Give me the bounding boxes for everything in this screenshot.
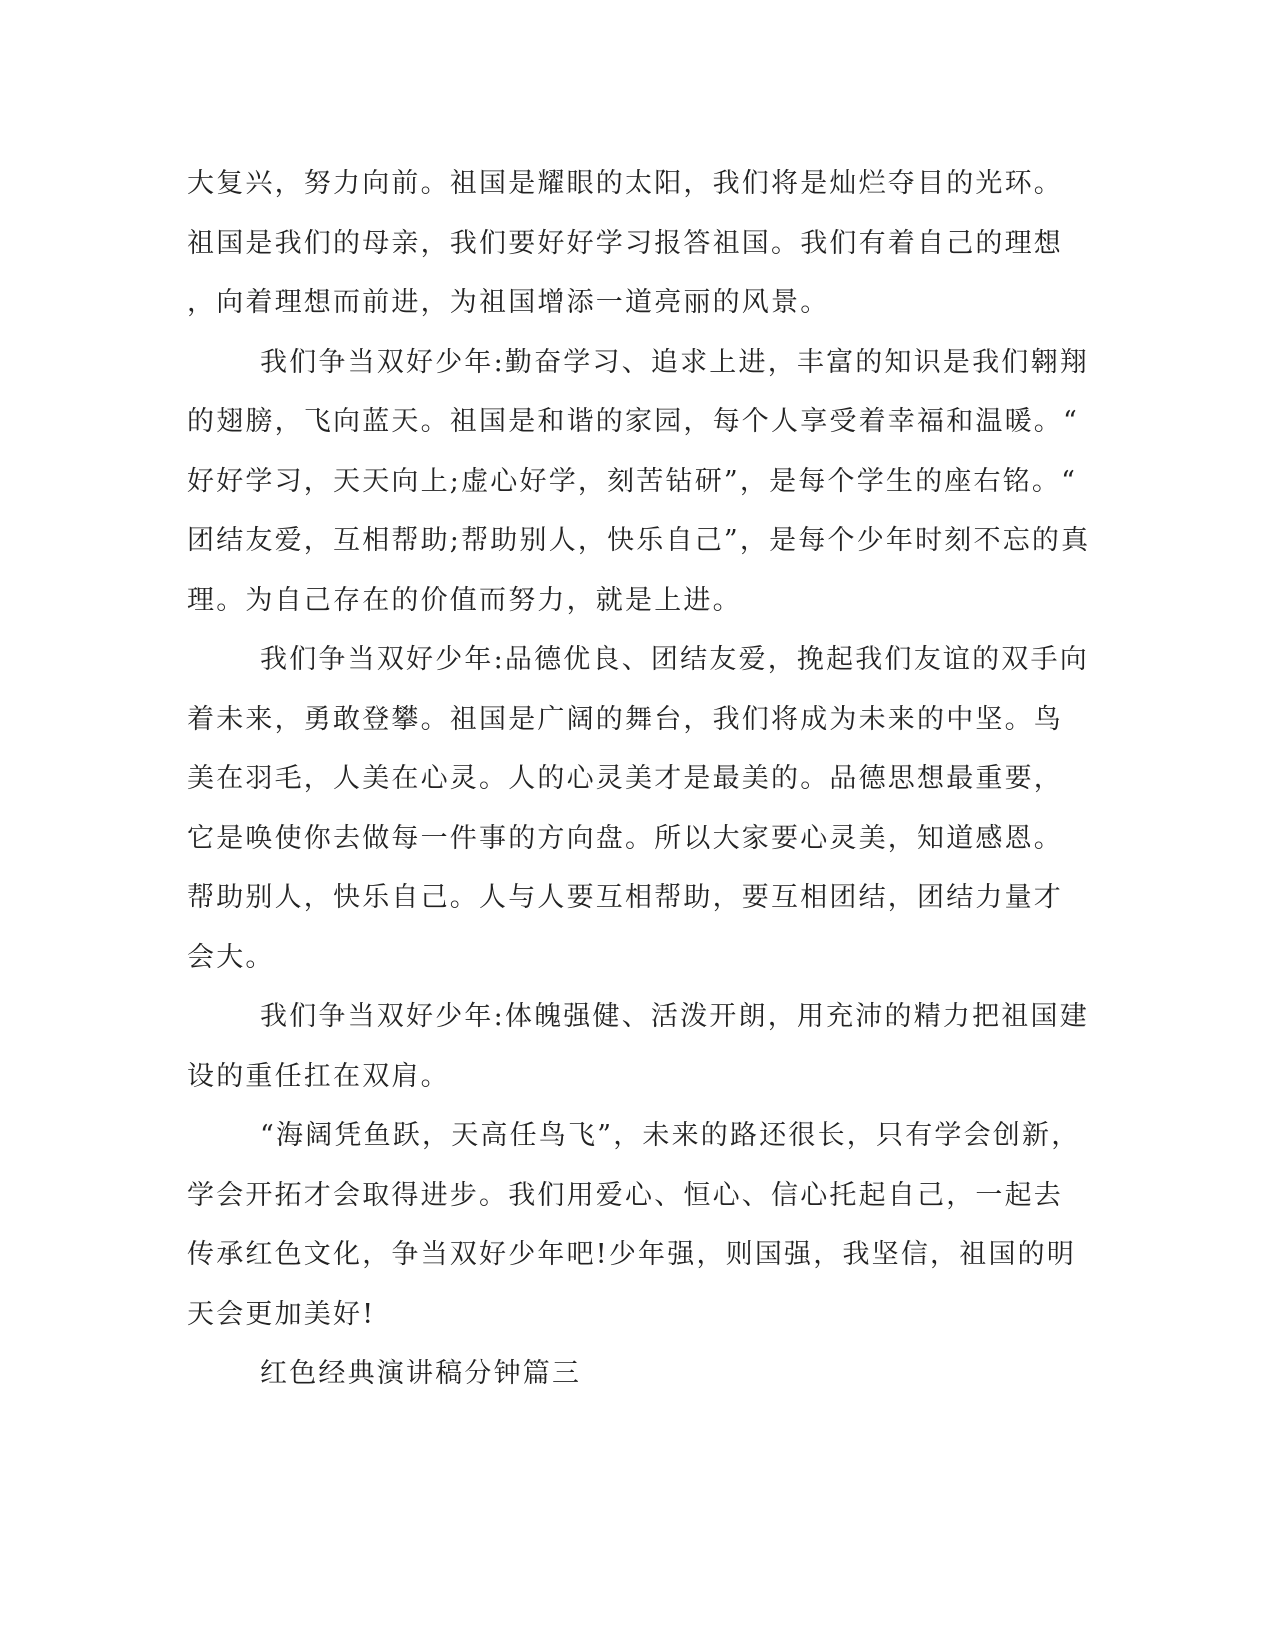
text-line: 会大。 (187, 941, 275, 973)
text-line: 的翅膀，飞向蓝天。祖国是和谐的家园，每个人享受着幸福和温暖。“ (187, 406, 1080, 437)
text-line: 大复兴，努力向前。祖国是耀眼的太阳，我们将是灿烂夺目的光环。 (187, 168, 1063, 199)
paragraph-start-line: 我们争当双好少年:品德优良、团结友爱，挽起我们友谊的双手向 (260, 644, 1089, 675)
paragraph-start-line: 我们争当双好少年:体魄强健、活泼开朗，用充沛的精力把祖国建 (260, 1001, 1089, 1032)
text-line: 传承红色文化，争当双好少年吧!少年强，则国强，我坚信，祖国的明 (187, 1239, 1077, 1270)
text-line: 祖国是我们的母亲，我们要好好学习报答祖国。我们有着自己的理想 (187, 227, 1063, 259)
text-line: 设的重任扛在双肩。 (187, 1060, 450, 1092)
text-line: 团结友爱，互相帮助;帮助别人，快乐自己”，是每个少年时刻不忘的真 (187, 525, 1091, 556)
text-line: 理。为自己存在的价值而努力，就是上进。 (187, 584, 742, 616)
text-line: 好好学习，天天向上;虚心好学，刻苦钻研”，是每个学生的座右铭。“ (187, 465, 1078, 497)
text-line: 天会更加美好! (187, 1298, 376, 1330)
text-line: 着未来，勇敢登攀。祖国是广阔的舞台，我们将成为未来的中坚。鸟 (187, 703, 1063, 735)
text-line: ，向着理想而前进，为祖国增添一道亮丽的风景。 (187, 287, 830, 318)
text-line: 美在羽毛，人美在心灵。人的心灵美才是最美的。品德思想最重要， (187, 763, 1063, 794)
text-line: 它是唤使你去做每一件事的方向盘。所以大家要心灵美，知道感恩。 (187, 822, 1063, 854)
paragraph-start-line: “海阔凭鱼跃，天高任鸟飞”，未来的路还很长，只有学会创新， (260, 1120, 1081, 1151)
text-line: 学会开拓才会取得进步。我们用爱心、恒心、信心托起自己，一起去 (187, 1179, 1063, 1211)
paragraph-start-line: 我们争当双好少年:勤奋学习、追求上进，丰富的知识是我们翱翔 (260, 346, 1089, 378)
text-line: 帮助别人，快乐自己。人与人要互相帮助，要互相团结，团结力量才 (187, 882, 1063, 913)
section-heading: 红色经典演讲稿分钟篇三 (260, 1358, 582, 1389)
document-body (187, 162, 1091, 1412)
